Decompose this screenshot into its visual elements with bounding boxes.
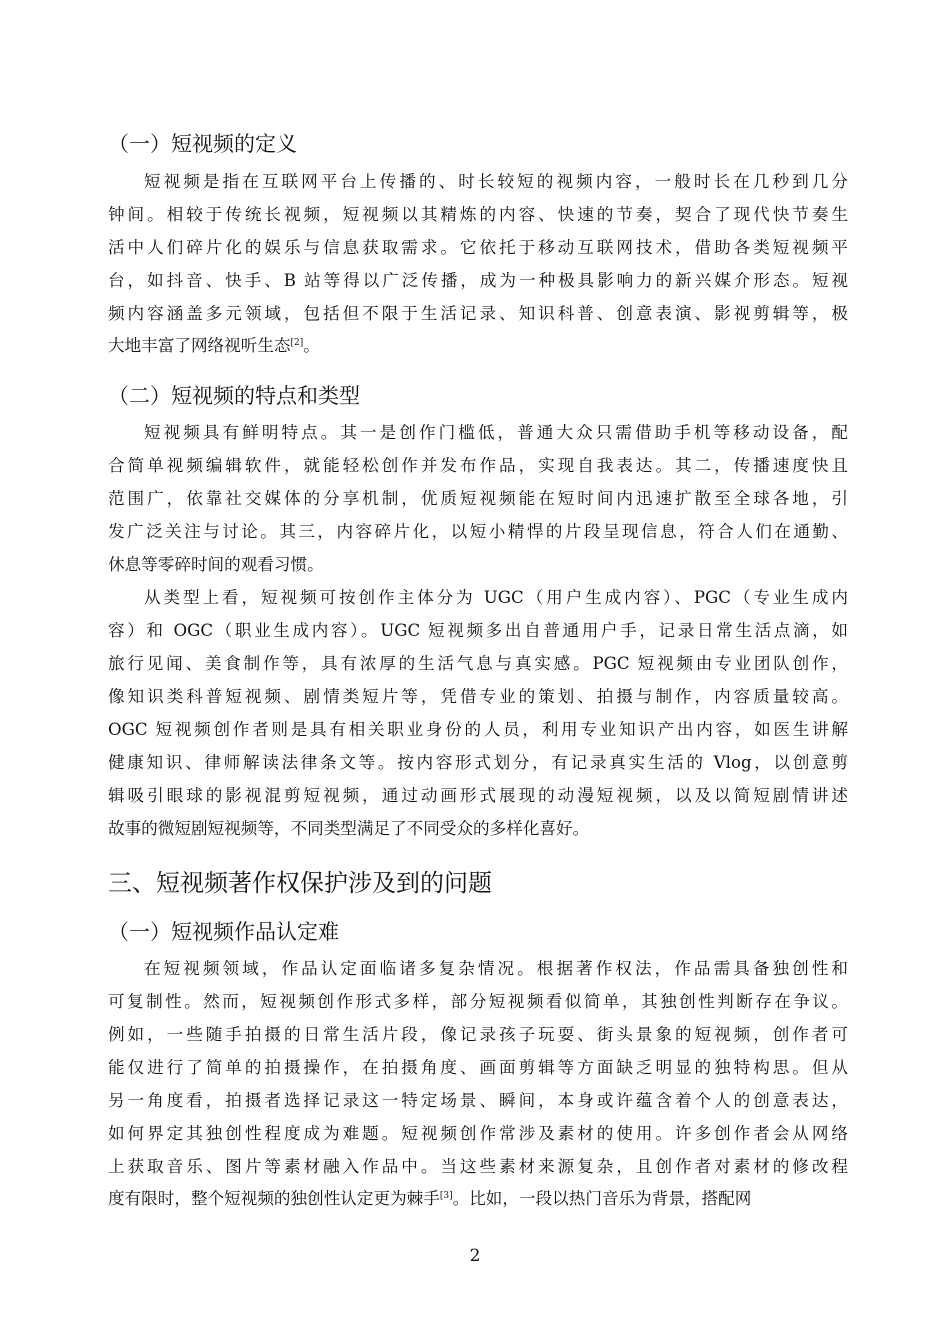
paragraph-line: 在短视频领域，作品认定面临诸多复杂情况。根据著作权法，作品需具备独创性和	[144, 959, 848, 978]
paragraph-line: 另一角度看，拍摄者选择记录这一特定场景、瞬间，本身或许蕴含着个人的创意表达，	[108, 1091, 848, 1110]
paragraph-line: 健康知识、律师解读法律条文等。按内容形式划分，有记录真实生活的 Vlog，以创意剪	[108, 753, 848, 772]
paragraph-line: 上获取音乐、图片等素材融入作品中。当这些素材来源复杂，且创作者对素材的修改程	[108, 1157, 848, 1176]
paragraph-line: 可复制性。然而，短视频创作形式多样，部分短视频看似简单，其独创性判断存在争议。	[108, 992, 848, 1011]
paragraph-line: 像知识类科普短视频、剧情类短片等，凭借专业的策划、拍摄与制作，内容质量较高。	[108, 687, 848, 706]
section-heading-definition: （一）短视频的定义	[108, 132, 297, 156]
paragraph-line: 活中人们碎片化的娱乐与信息获取需求。它依托于移动互联网技术，借助各类短视频平	[108, 238, 848, 257]
line-text: 大地丰富了网络视听生态	[108, 336, 291, 355]
paragraph-line: 能仅进行了简单的拍摄操作，在拍摄角度、画面剪辑等方面缺乏明显的独特构思。但从	[108, 1058, 848, 1077]
paragraph-line: 辑吸引眼球的影视混剪短视频，通过动画形式展现的动漫短视频，以及以简短剧情讲述	[108, 786, 848, 805]
paragraph-line: 钟间。相较于传统长视频，短视频以其精炼的内容、快速的节奏，契合了现代快节奏生	[108, 205, 848, 224]
paragraph-line: 短视频是指在互联网平台上传播的、时长较短的视频内容，一般时长在几秒到几分	[144, 172, 848, 191]
paragraph-line: 短视频具有鲜明特点。其一是创作门槛低，普通大众只需借助手机等移动设备，配	[144, 423, 848, 442]
citation-ref: [2]	[290, 338, 304, 348]
paragraph-line: 台，如抖音、快手、B 站等得以广泛传播，成为一种极具影响力的新兴媒介形态。短视	[108, 271, 848, 290]
paragraph-line: 例如，一些随手拍摄的日常生活片段，像记录孩子玩耍、街头景象的短视频，创作者可	[108, 1025, 848, 1044]
section-heading-work-identification: （一）短视频作品认定难	[108, 920, 339, 944]
citation-ref: [3]	[439, 1191, 453, 1201]
paragraph-line-with-citation	[108, 336, 848, 356]
paragraph-line: 旅行见闻、美食制作等，具有浓厚的生活气息与真实感。PGC 短视频由专业团队创作，	[108, 654, 848, 673]
section-heading-features-types: （二）短视频的特点和类型	[108, 384, 360, 408]
paragraph-line: 如何界定其独创性程度成为难题。短视频创作常涉及素材的使用。许多创作者会从网络	[108, 1124, 848, 1143]
paragraph-line: 频内容涵盖多元领域，包括但不限于生活记录、知识科普、创意表演、影视剪辑等，极	[108, 304, 848, 323]
paragraph-line: 发广泛关注与讨论。其三，内容碎片化，以短小精悍的片段呈现信息，符合人们在通勤、	[108, 522, 848, 541]
paragraph-line: 范围广，依靠社交媒体的分享机制，优质短视频能在短时间内迅速扩散至全球各地，引	[108, 489, 848, 508]
page-number: 2	[469, 1246, 481, 1266]
paragraph-line: 故事的微短剧短视频等，不同类型满足了不同受众的多样化喜好。	[108, 819, 590, 838]
paragraph-line: 从类型上看，短视频可按创作主体分为 UGC（用户生成内容）、PGC（专业生成内	[144, 588, 848, 607]
paragraph-line: OGC 短视频创作者则是具有相关职业身份的人员，利用专业知识产出内容，如医生讲解	[108, 720, 848, 739]
paragraph-line-with-citation	[108, 1189, 848, 1209]
paragraph-line: 休息等零碎时间的观看习惯。	[108, 555, 324, 574]
line-text-end: 。比如，一段以热门音乐为背景，搭配网	[452, 1189, 752, 1208]
paragraph-line: 容）和 OGC（职业生成内容）。UGC 短视频多出自普通用户手，记录日常生活点滴，如	[108, 621, 848, 640]
paragraph-line: 合简单视频编辑软件，就能轻松创作并发布作品，实现自我表达。其二，传播速度快且	[108, 456, 848, 475]
chapter-heading: 三、短视频著作权保护涉及到的问题	[108, 869, 492, 897]
line-text: 度有限时，整个短视频的独创性认定更为棘手	[108, 1189, 440, 1208]
line-text-end: 。	[303, 336, 320, 355]
